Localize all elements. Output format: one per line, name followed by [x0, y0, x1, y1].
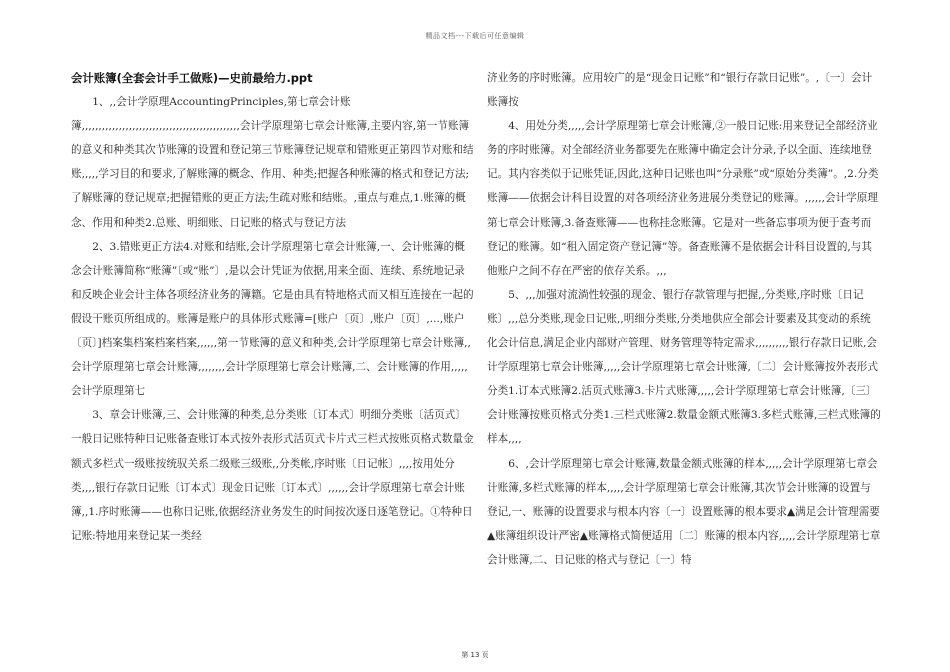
paragraph-6: 6、,会计学原理第七章会计账簿,数量金额式账簿的样本,,,,,会计学原理第七章会计账簿,多栏式账簿的样本,,,,,会计学原理第七章会计账簿,其次节会计账簿的设置与登记,一、账簿的设置要求与根本内容〔一〕设置账簿的根本要求▲满足会计管理需要▲账簿组织设计严密▲账簿格式简便适用〔二〕账簿的根本内容,,,,,会计学原理第七章会计账簿,二、日记账的格式与登记〔一〕特 — [487, 457, 881, 566]
paragraph-4: 4、用处分类,,,,,会计学原理第七章会计账簿,②一般日记账:用来登记全部经济业务的序时账簿。对全部经济业务都要先在账簿中确定会计分录,予以全面、连续地登记。其内容类似于记账凭证,因此,这种日记账也叫“分录账”或“原始分类簿”。,2.分类账簿——依据会计科目设置的对各项经济业务进展分类登记的账簿。,,,,,,会计学原理第七章会计账簿,3.备查账簿——也称挂念账簿。它是对一些备忘事项为便于查考而登记的账簿。如“租入固定资产登记簿”等。备查账簿不是依据会计科目设置的,与其他账户之间不存在严密的依存关系。,,, — [487, 120, 879, 277]
right-column — [487, 66, 881, 572]
paragraph-2: 2、3.错账更正方法4.对账和结账,会计学原理第七章会计账簿,一、会计账簿的概念会计账簿简称“账簿”〔或“账”〕,是以会计凭证为依据,用来全面、连续、系统地记录和反映企业会计主体各项经济业务的簿籍。它是由具有特地格式而又相互连接在一起的假设干账页所组成的。账簿是账户的具体形式账簿=[账户〔页〕,账户〔页〕,...,账户〔页〕]档案集档案档案档案,,,,,,第一节账簿的意义和种类,会计学原理第七章会计账簿,,会计学原理第七章会计账簿,,,,,,,,会计学原理第七章会计账簿,二、会计账簿的作用,,,,,会计学原理第七 — [71, 240, 474, 398]
paragraph-3-continued: 济业务的序时账簿。应用较广的是“现金日记账”和“银行存款日记账”。,〔一〕会计账簿按 — [487, 72, 873, 109]
left-column — [71, 66, 475, 548]
paragraph-1: 1、,,会计学原理AccountingPrinciples,第七章会计账簿,,,,,,,,,,,,,,,,,,,,,,,,,,,,,,,,,,,,,,,,,,,,,,,会计学原理第七章会计账簿,主要内容,第一节账簿的意义和种类其次节账簿的设置和登记第三节账簿登记规章和错账更正第四节对账和结账,,,,,学习目的和要求,了解账簿的概念、作用、种类;把握各种账簿的格式和登记方法;了解账簿的登记规章;把握错账的更正方法;生疏对账和结账。,重点与难点,1.账簿的概念、作用和种类2.总账、明细账、日记账的格式与登记方法 — [71, 96, 474, 229]
paragraph-3: 3、章会计账簿,三、会计账簿的种类,总分类账〔订本式〕明细分类账〔活页式〕一般日记账特种日记账备查账订本式按外表形式活页式卡片式三栏式按账页格式数量金额式多栏式一级账按统驭关系二级账三级账,,分类帐,序时账〔日记帐〕,,,,按用处分类,,,,银行存款日记账〔订本式〕现金日记账〔订本式〕,,,,,,会计学原理第七章会计账簿,,1.序时账簿——也称日记账,依据经济业务发生的时间按次逐日逐笔登记。①特种日记账:特地用来登记某一类经 — [71, 409, 474, 542]
paragraph-5: 5、,,,加强对流淌性较强的现金、银行存款管理与把握,,分类账,序时账〔日记账〕,,,总分类账,现金日记账,,明细分类账,分类地供应全部会计要素及其变动的系统化会计信息,满足企业内部财产管理、财务管理等特定需求,,,,,,,,,,银行存款日记账,会计学原理第七章会计账簿,,,,,会计学原理第七章会计账簿,〔二〕会计账簿按外表形式分类1.订本式账簿2.活页式账簿3.卡片式账簿,,,,,会计学原理第七章会计账簿,〔三〕会计账簿按账页格式分类1.三栏式账簿2.数量金额式账簿3.多栏式账簿,三栏式账簿的样本,,,, — [487, 288, 881, 446]
document-title: 会计账簿(全套会计手工做账)—史前最给力.ppt — [71, 71, 313, 85]
page-number: 第 13 页 — [461, 651, 489, 659]
page-header: 精品文档---下载后可任意编辑 — [425, 32, 525, 40]
